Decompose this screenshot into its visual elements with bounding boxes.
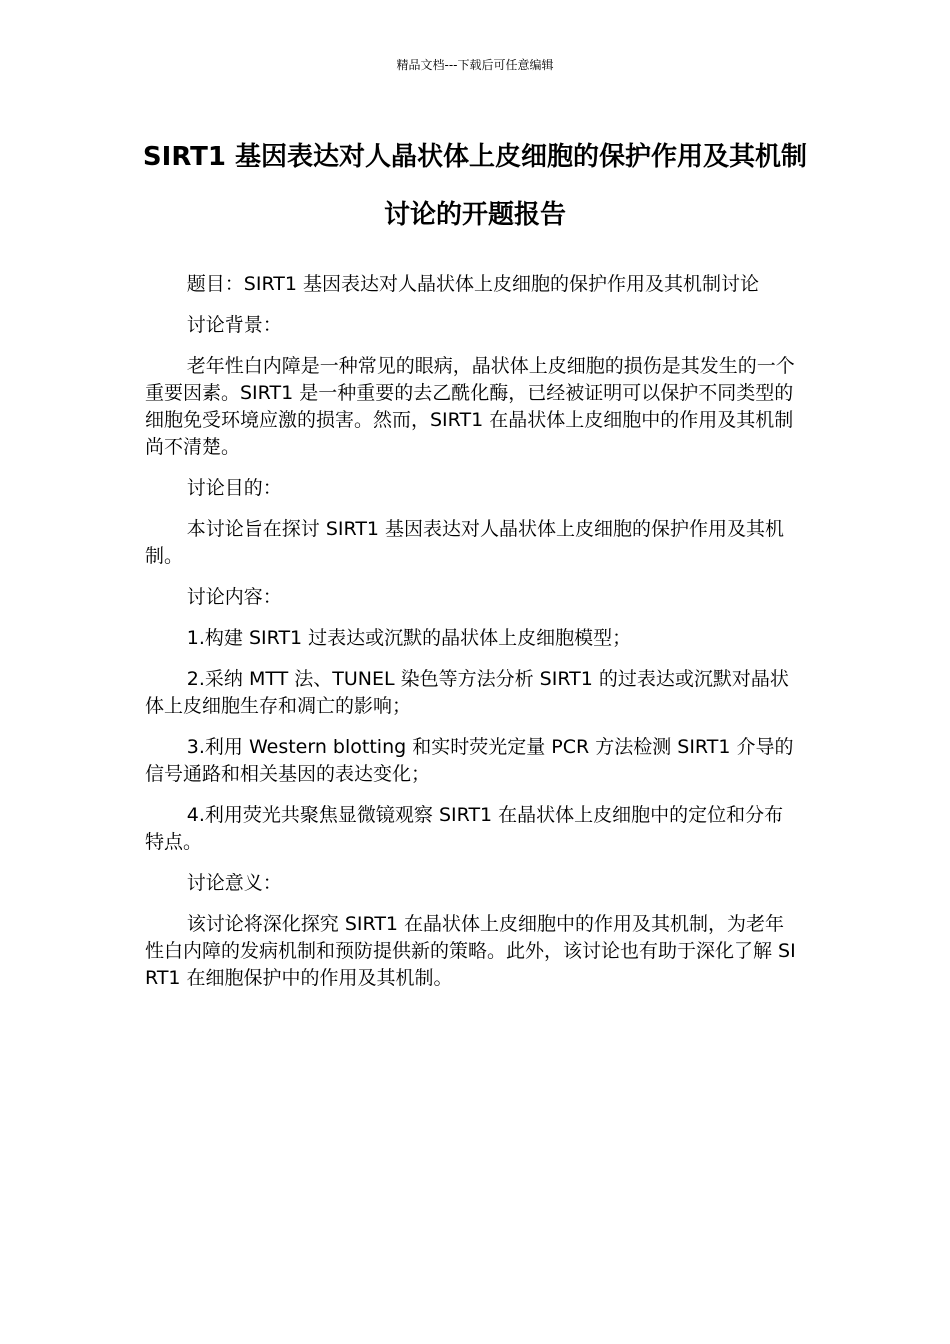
content-item-2: 2.采纳 MTT 法、TUNEL 染色等方法分析 SIRT1 的过表达或沉默对晶状体上皮细胞生存和凋亡的影响； — [145, 668, 789, 717]
paragraph-purpose: 本讨论旨在探讨 SIRT1 基因表达对人晶状体上皮细胞的保护作用及其机制。 — [145, 518, 785, 567]
heading-significance: 讨论意义： — [186, 872, 282, 894]
heading-purpose: 讨论目的： — [186, 477, 282, 499]
content-item-4: 4.利用荧光共聚焦显微镜观察 SIRT1 在晶状体上皮细胞中的定位和分布特点。 — [145, 804, 784, 853]
content-item-3: 3.利用 Western blotting 和实时荧光定量 PCR 方法检测 SIRT1 介导的信号通路和相关基因的表达变化； — [145, 736, 794, 785]
paragraph-topic: 题目：SIRT1 基因表达对人晶状体上皮细胞的保护作用及其机制讨论 — [186, 273, 760, 295]
document-body — [145, 271, 800, 1006]
content-item-1: 1.构建 SIRT1 过表达或沉默的晶状体上皮细胞模型； — [186, 627, 632, 649]
document-title: SIRT1 基因表达对人晶状体上皮细胞的保护作用及其机制讨论的开题报告 — [142, 142, 808, 230]
paragraph-significance: 该讨论将深化探究 SIRT1 在晶状体上皮细胞中的作用及其机制，为老年性白内障的发病机制和预防提供新的策略。此外，该讨论也有助于深化了解 SIRT1 在细胞保护中的作用及其机制。 — [145, 913, 796, 989]
header-note: 精品文档---下载后可任意编辑 — [396, 58, 554, 72]
paragraph-background: 老年性白内障是一种常见的眼病，晶状体上皮细胞的损伤是其发生的一个重要因素。SIRT1 是一种重要的去乙酰化酶，已经被证明可以保护不同类型的细胞免受环境应激的损害。然而，SIRT1 在晶状体上皮细胞中的作用及其机制尚不清楚。 — [145, 355, 795, 458]
heading-background: 讨论背景： — [186, 314, 282, 336]
heading-content: 讨论内容： — [186, 586, 282, 608]
